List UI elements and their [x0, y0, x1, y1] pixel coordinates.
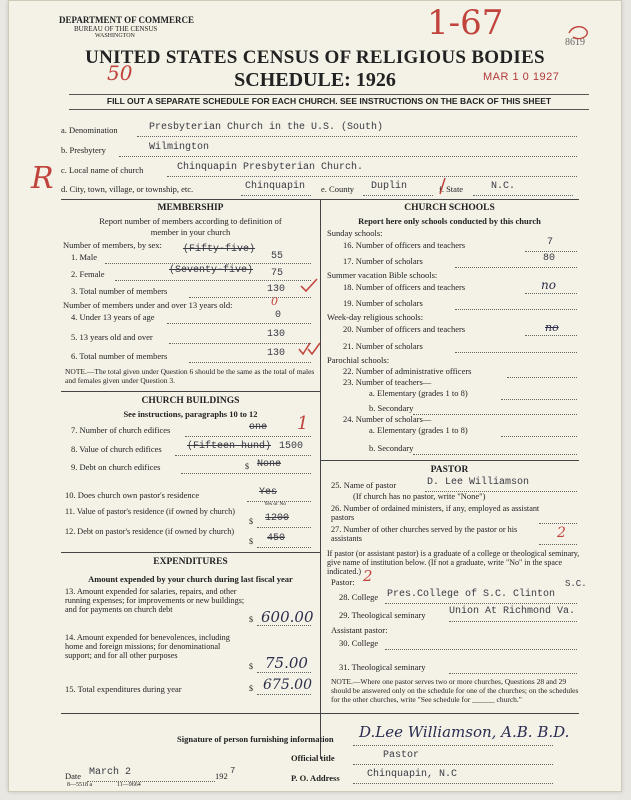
official-title-label: Official title	[291, 753, 335, 763]
q4-value[interactable]: 0	[275, 310, 282, 321]
q1-line	[105, 263, 311, 264]
q25-value[interactable]: D. Lee Williamson	[427, 477, 530, 488]
q24-label: 24. Number of scholars—	[343, 414, 432, 424]
form-number: 8—5518 a	[67, 782, 93, 788]
q16-value[interactable]: 7	[547, 237, 554, 248]
pastor-sub-label: Pastor:	[331, 577, 355, 587]
q28-value[interactable]: Pres.College of S.C. Clinton	[387, 589, 556, 600]
buildings-heading: CHURCH BUILDINGS	[141, 396, 240, 406]
q1-struck-text: (Fifty-five)	[183, 244, 256, 255]
q6-label: 6. Total number of members	[71, 351, 168, 361]
q2-value[interactable]: 75	[271, 268, 284, 279]
print-number: 11—9664	[117, 782, 141, 788]
q23a-line	[501, 399, 577, 400]
presbytery-label: b. Presbytery	[61, 145, 106, 155]
q23b-label: b. Secondary	[369, 403, 414, 413]
census-schedule-sheet	[8, 0, 622, 792]
q15-dollar: $	[249, 684, 253, 693]
pastor-top-rule	[320, 460, 579, 461]
q7-value[interactable]: one	[249, 422, 268, 433]
membership-note: NOTE.—The total given under Question 6 should be the same as the total of males and females given under Question 3.	[65, 367, 315, 385]
schedule-title: SCHEDULE: 1926	[234, 69, 396, 91]
schools-sub: Report here only schools conducted by this church	[358, 216, 541, 226]
q21-label: 21. Number of scholars	[343, 341, 423, 351]
q4-red-mark: 0	[271, 295, 278, 308]
parochial-schools-label: Parochial schools:	[327, 355, 390, 365]
q24a-label: a. Elementary (grades 1 to 8)	[369, 425, 468, 435]
q23b-line	[413, 414, 577, 415]
pastor-heading: PASTOR	[430, 465, 469, 475]
assistant-pastor-label: Assistant pastor:	[331, 625, 388, 635]
q1-label: 1. Male	[71, 252, 97, 262]
church-name-value[interactable]: Chinquapin Presbyterian Church.	[177, 162, 364, 173]
date-label: Date	[65, 771, 82, 781]
received-date-stamp: MAR 1 0 1927	[483, 71, 560, 83]
corner-red-scribble-icon	[567, 23, 591, 43]
po-address-value[interactable]: Chinquapin, N.C	[367, 769, 458, 780]
state-label: f. State	[439, 184, 464, 194]
city-value[interactable]: Chinquapin	[245, 181, 306, 192]
q24b-line	[413, 454, 577, 455]
expenditures-heading: EXPENDITURES	[153, 557, 228, 567]
q13-label: 13. Amount expended for salaries, repairs, and other running expenses; for improvements or new buildings; and for payments on church debt	[65, 587, 245, 614]
q20-value[interactable]: no	[545, 321, 559, 334]
membership-sub1: Report number of members according to definition of	[99, 216, 282, 226]
q27-value[interactable]: 2	[557, 525, 566, 541]
q12-line	[257, 547, 311, 548]
q8-value[interactable]: 1500	[279, 441, 304, 452]
buildings-top-rule	[61, 391, 320, 392]
denomination-label: a. Denomination	[61, 125, 118, 135]
q3-check-icon	[299, 277, 319, 293]
q22-line	[507, 377, 577, 378]
q3-value[interactable]: 130	[267, 284, 286, 295]
q20-line	[525, 335, 577, 336]
date-year-digit: 7	[230, 766, 236, 776]
schools-heading: CHURCH SCHOOLS	[404, 203, 495, 213]
q15-value[interactable]: 675.00	[263, 677, 312, 693]
q2-label: 2. Female	[71, 269, 105, 279]
column-divider	[320, 199, 321, 759]
q9-dollar: $	[245, 462, 249, 471]
age-intro-label: Number of members under and over 13 years old:	[63, 300, 233, 310]
q11-label: 11. Value of pastor's residence (if owned by church)	[65, 507, 235, 516]
city-label: d. City, town, village, or township, etc.	[61, 184, 194, 194]
q5-line	[169, 343, 311, 344]
date-value[interactable]: March 2	[89, 767, 132, 778]
church-name-label: c. Local name of church	[61, 165, 144, 175]
handwritten-r-mark: R	[31, 161, 54, 196]
pastor-red-mark: 2	[363, 567, 373, 585]
bureau-city: WASHINGTON	[95, 33, 135, 39]
q18-line	[525, 293, 577, 294]
q11-value[interactable]: 1200	[265, 513, 290, 524]
q18-value[interactable]: no	[541, 278, 556, 292]
q3-label: 3. Total number of members	[71, 286, 168, 296]
q31-label: 31. Theological seminary	[339, 662, 426, 672]
q16-line	[525, 251, 577, 252]
q13-dollar: $	[249, 615, 253, 624]
q17-label: 17. Number of scholars	[343, 256, 423, 266]
q26-label: 26. Number of ordained ministers, if any, employed as assistant pastors	[331, 504, 540, 522]
q30-line	[385, 649, 577, 650]
county-line	[363, 195, 433, 196]
q1-value[interactable]: 55	[271, 251, 284, 262]
q6-double-check-icon	[297, 341, 323, 357]
q14-dollar: $	[249, 662, 253, 671]
corner-handwritten-mark: 1-67	[427, 3, 504, 43]
q11-line	[257, 527, 311, 528]
q27-line	[539, 544, 577, 545]
q15-label: 15. Total expenditures during year	[65, 684, 182, 694]
po-address-label: P. O. Address	[291, 773, 340, 783]
pastor-note: NOTE.—Where one pastor serves two or more churches, Questions 28 and 29 should be answered only on the schedule for one of the churches; on the schedules for the other churches, write "See schedule for ______ church."	[331, 677, 579, 704]
q12-dollar: $	[249, 537, 253, 546]
graduate-note: If pastor (or assistant pastor) is a graduate of a college or theological seminary, give name of institution below. (If not a graduate, write "No" in the space indicated.)	[327, 549, 580, 576]
church-name-line	[167, 176, 577, 177]
q10-label: 10. Does church own pastor's residence	[65, 490, 200, 500]
q4-line	[167, 323, 311, 324]
q29-value[interactable]: Union At Richmond Va.	[449, 606, 576, 617]
state-line	[473, 195, 573, 196]
q28-extra: S.C.	[565, 579, 587, 589]
q5-label: 5. 13 years old and over	[71, 332, 153, 342]
q24a-line	[501, 436, 577, 437]
signature-label: Signature of person furnishing information	[177, 734, 334, 744]
po-address-line	[353, 783, 553, 784]
corner-number: 8619	[565, 37, 585, 48]
q7-label: 7. Number of church edifices	[71, 425, 171, 435]
signature-line	[353, 745, 553, 746]
q30-label: 30. College	[339, 638, 379, 648]
q9-line	[181, 473, 311, 474]
county-red-slash-icon	[437, 177, 447, 195]
q10-hint: Yes or No	[264, 501, 287, 507]
presbytery-value[interactable]: Wilmington	[149, 142, 210, 153]
membership-sub2: member in your church	[150, 227, 231, 237]
q7-line	[185, 436, 311, 437]
department-name: DEPARTMENT OF COMMERCE	[59, 15, 195, 25]
sunday-schools-label: Sunday schools:	[327, 228, 383, 238]
q2-line	[115, 280, 311, 281]
expenditures-top-rule	[61, 552, 320, 553]
q28-line	[385, 603, 577, 604]
q12-value[interactable]: 450	[267, 533, 286, 544]
buildings-sub: See instructions, paragraphs 10 to 12	[123, 409, 258, 419]
q7-red-mark: 1	[297, 413, 309, 434]
denomination-line	[137, 136, 577, 137]
q19-label: 19. Number of scholars	[343, 298, 423, 308]
expenditures-sub: Amount expended by your church during last fiscal year	[88, 574, 293, 584]
q17-value[interactable]: 80	[543, 253, 556, 264]
q19-line	[455, 309, 577, 310]
summer-schools-label: Summer vacation Bible schools:	[327, 270, 438, 280]
county-value[interactable]: Duplin	[371, 181, 408, 192]
members-by-sex-label: Number of members, by sex:	[63, 240, 162, 250]
q8-label: 8. Value of church edifices	[71, 444, 162, 454]
q6-value[interactable]: 130	[267, 348, 286, 359]
handwritten-50: 50	[107, 61, 133, 85]
q8-struck-text: (Fifteen hund)	[187, 441, 272, 452]
bureau-name: BUREAU OF THE CENSUS	[74, 25, 158, 33]
q9-value[interactable]: None	[257, 459, 282, 470]
instruction-line: FILL OUT A SEPARATE SCHEDULE FOR EACH CHURCH. SEE INSTRUCTIONS ON THE BACK OF THIS SHEET	[106, 96, 552, 106]
q24b-label: b. Secondary	[369, 443, 414, 453]
membership-heading: MEMBERSHIP	[157, 203, 224, 213]
weekday-schools-label: Week-day religious schools:	[327, 312, 424, 322]
q3-line	[189, 297, 311, 298]
q14-line	[257, 672, 311, 673]
q31-line	[449, 673, 577, 674]
q8-line	[175, 455, 311, 456]
footer-top-rule	[61, 713, 579, 714]
q2-struck-text: (Seventy-five)	[169, 265, 254, 276]
q5-value[interactable]: 130	[267, 329, 286, 340]
official-title-line	[353, 764, 553, 765]
q27-label: 27. Number of other churches served by the pastor or his assistants	[331, 525, 518, 543]
form-title: UNITED STATES CENSUS OF RELIGIOUS BODIES	[85, 47, 545, 68]
q10-value[interactable]: Yes	[259, 487, 278, 498]
q21-line	[455, 352, 577, 353]
q23a-label: a. Elementary (grades 1 to 8)	[369, 388, 468, 398]
q14-value[interactable]: 75.00	[265, 654, 308, 672]
q29-label: 29. Theological seminary	[339, 610, 426, 620]
county-label: e. County	[321, 184, 355, 194]
q17-line	[455, 267, 577, 268]
q9-label: 9. Debt on church edifices	[71, 462, 161, 472]
q23-label: 23. Number of teachers—	[343, 377, 432, 387]
signature-value[interactable]: D.Lee Williamson, A.B. B.D.	[359, 723, 570, 741]
city-line	[241, 195, 311, 196]
q4-label: 4. Under 13 years of age	[71, 312, 155, 322]
q6-line	[189, 362, 311, 363]
q12-label: 12. Debt on pastor's residence (if owned by church)	[65, 527, 235, 536]
q14-label: 14. Amount expended for benevolences, including home and foreign missions; for denominational support; and for all other purposes	[65, 633, 230, 660]
date-year-label: 192	[215, 771, 228, 781]
presbytery-line	[119, 156, 577, 157]
q16-label: 16. Number of officers and teachers	[343, 240, 466, 250]
q18-label: 18. Number of officers and teachers	[343, 282, 466, 292]
q25-label: 25. Name of pastor	[331, 480, 397, 490]
q15-line	[257, 694, 311, 695]
date-line	[87, 781, 215, 782]
q11-dollar: $	[249, 517, 253, 526]
q26-line	[539, 523, 577, 524]
official-title-value[interactable]: Pastor	[383, 750, 420, 761]
q13-value[interactable]: 600.00	[261, 608, 314, 626]
state-value[interactable]: N.C.	[491, 181, 516, 192]
denomination-value[interactable]: Presbyterian Church in the U.S. (South)	[149, 122, 384, 133]
q25-hint: (If church has no pastor, write "None")	[353, 491, 486, 501]
q20-label: 20. Number of officers and teachers	[343, 324, 466, 334]
q29-line	[449, 621, 577, 622]
q28-label: 28. College	[339, 592, 379, 602]
q22-label: 22. Number of administrative officers	[343, 366, 472, 376]
